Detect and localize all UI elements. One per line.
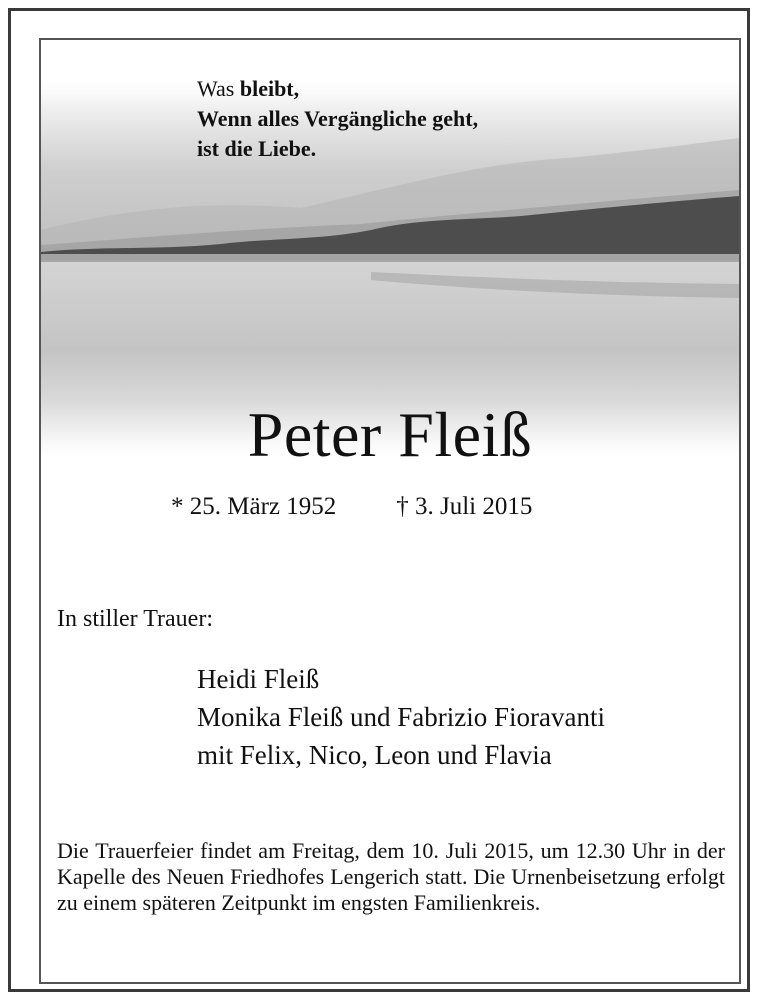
obituary-card [39,38,741,984]
mourning-heading: In stiller Trauer: [57,606,213,632]
quote-line-1-bold: bleibt, [239,76,300,101]
mourners-list [197,660,605,774]
outer-frame [8,8,750,992]
birth-date: * 25. März 1952 [171,493,337,520]
mourner-line: mit Felix, Nico, Leon und Flavia [197,740,552,770]
quote-line-3: ist die Liebe. [197,136,317,161]
life-dates [171,492,532,522]
quote [197,74,478,164]
death-date: † 3. Juli 2015 [396,493,533,520]
funeral-notice: Die Trauerfeier findet am Freitag, dem 10. Juli 2015, um 12.30 Uhr in der Kapelle des Neuen Friedhofes Lengerich statt. Die Urnenbeisetzung erfolgt zu einem späteren Zeitpunkt im engsten Familienkreis. [57,838,725,915]
quote-line-2: Wenn alles Vergängliche geht, [197,106,479,131]
deceased-name: Peter Fleiß [247,399,533,470]
mourner-line: Monika Fleiß und Fabrizio Fioravanti [197,702,605,732]
quote-line-1-text: Was [197,76,240,101]
quote-line-1 [197,74,478,104]
mourner-line: Heidi Fleiß [197,664,320,694]
